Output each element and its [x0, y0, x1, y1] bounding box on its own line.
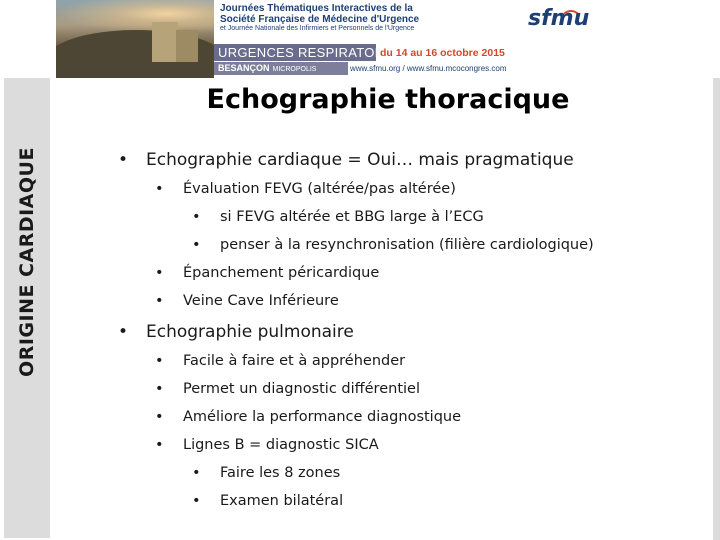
- bullet-item: [155, 381, 420, 397]
- sfmu-logo: [524, 6, 608, 42]
- bullet-item: [192, 237, 594, 253]
- bullet-item: [155, 181, 456, 197]
- bullet-text: Faire les 8 zones: [220, 465, 341, 481]
- event-dates: du 14 au 16 octobre 2015: [380, 47, 505, 59]
- city-box: [214, 62, 348, 75]
- bullet-text: Lignes B = diagnostic SICA: [183, 437, 379, 453]
- bullet-text: Permet un diagnostic différentiel: [183, 381, 420, 397]
- bullet-text: Améliore la performance diagnostique: [183, 409, 462, 425]
- bullet-text: Echographie pulmonaire: [146, 322, 354, 342]
- bullet-item: [155, 293, 339, 309]
- bullet-dot-icon: •: [155, 181, 164, 197]
- bullet-dot-icon: •: [118, 150, 129, 170]
- logo-text: sfmu: [528, 6, 590, 31]
- bullet-dot-icon: •: [155, 409, 164, 425]
- bullet-item: [118, 150, 574, 170]
- bullet-dot-icon: •: [118, 322, 129, 342]
- bullet-dot-icon: •: [192, 493, 201, 509]
- conference-banner: [56, 0, 720, 78]
- bullet-text: Épanchement péricardique: [183, 265, 380, 281]
- bullet-dot-icon: •: [192, 237, 201, 253]
- bullet-item: [192, 209, 484, 225]
- banner-line-1: Journées Thématiques Interactives de la: [220, 3, 413, 14]
- bullet-text: si FEVG altérée et BBG large à l’ECG: [220, 209, 484, 225]
- bullet-text: Facile à faire et à appréhender: [183, 353, 406, 369]
- bullet-item: [155, 409, 461, 425]
- bullet-item: [155, 437, 379, 453]
- bullet-dot-icon: •: [155, 437, 164, 453]
- bullet-dot-icon: •: [192, 465, 201, 481]
- slide-title: Echographie thoracique: [206, 84, 570, 115]
- bullet-item: [155, 265, 379, 281]
- bullet-item: [118, 322, 354, 342]
- bullet-dot-icon: •: [155, 381, 164, 397]
- bullet-text: Veine Cave Inférieure: [183, 293, 339, 309]
- banner-line-3: et Journée Nationale des Infirmiers et Personnels de l'Urgence: [220, 25, 415, 32]
- bullet-text: Évaluation FEVG (altérée/pas altérée): [183, 181, 456, 197]
- bullet-dot-icon: •: [155, 265, 164, 281]
- side-section-label: ORIGINE CARDIAQUE: [16, 147, 38, 377]
- city-photo: [56, 0, 214, 78]
- event-name-box: [214, 44, 407, 61]
- bullet-item: [192, 493, 343, 509]
- event-website: www.sfmu.org / www.sfmu.mcocongres.com: [350, 64, 507, 73]
- banner-text-block: [214, 0, 507, 78]
- event-city: BESANÇON MICROPOLIS: [218, 63, 317, 73]
- bullet-item: [155, 353, 405, 369]
- event-name: URGENCES RESPIRATOIRES: [218, 45, 407, 60]
- banner-line-2: Société Française de Médecine d'Urgence: [220, 14, 420, 25]
- bullet-dot-icon: •: [155, 353, 164, 369]
- event-venue: MICROPOLIS: [272, 66, 317, 73]
- right-bar: [713, 78, 720, 540]
- bullet-dot-icon: •: [155, 293, 164, 309]
- bullet-text: penser à la resynchronisation (filière cardiologique): [220, 237, 594, 253]
- bullet-text: Examen bilatéral: [220, 493, 344, 509]
- bullet-text: Echographie cardiaque = Oui… mais pragmatique: [146, 150, 574, 170]
- bullet-item: [192, 465, 340, 481]
- bullet-dot-icon: •: [192, 209, 201, 225]
